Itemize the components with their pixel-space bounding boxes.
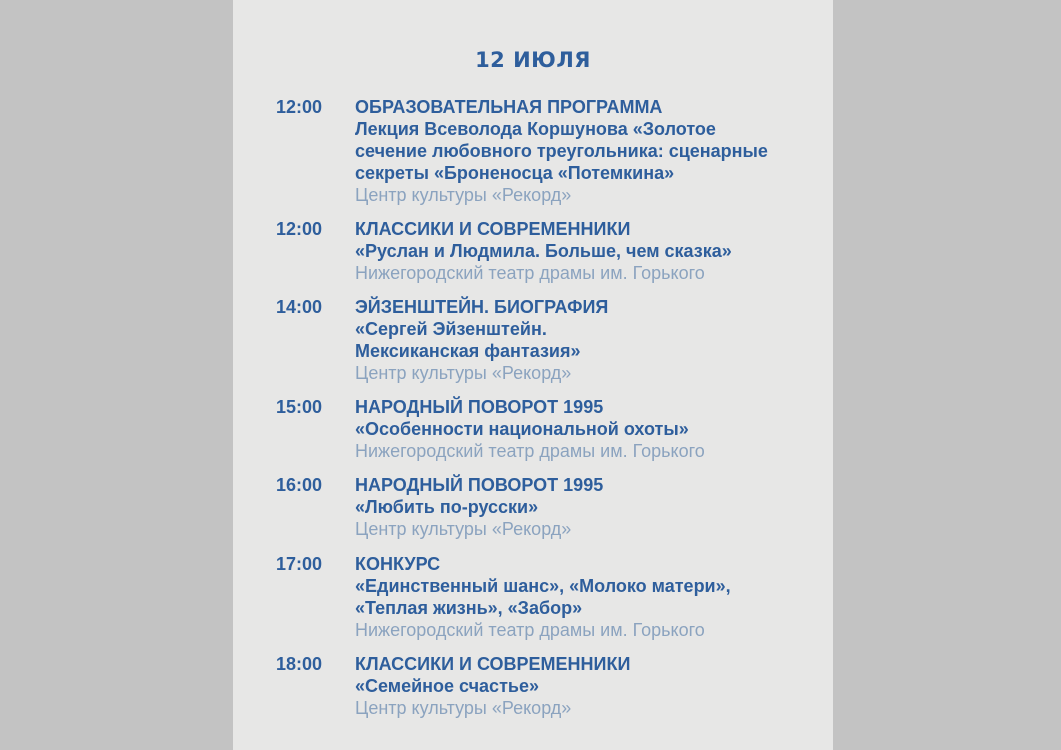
event-time: 16:00	[276, 475, 323, 495]
event-time: 18:00	[276, 654, 323, 674]
event-title-line: секреты «Броненосца «Потемкина»	[355, 163, 675, 183]
event-category: ЭЙЗЕНШТЕЙН. БИОГРАФИЯ	[355, 297, 609, 317]
event-time: 17:00	[276, 554, 323, 574]
event-title-line: сечение любовного треугольника: сценарные	[355, 141, 768, 161]
event-venue: Центр культуры «Рекорд»	[355, 363, 572, 383]
event-venue: Нижегородский театр драмы им. Горького	[355, 620, 705, 640]
event-category: НАРОДНЫЙ ПОВОРОТ 1995	[355, 397, 604, 417]
event-title-line: «Теплая жизнь», «Забор»	[355, 598, 583, 618]
event-time: 14:00	[276, 297, 323, 317]
event-title-line: Мексиканская фантазия»	[355, 341, 581, 361]
event-title-line: «Сергей Эйзенштейн.	[355, 319, 547, 339]
event-venue: Центр культуры «Рекорд»	[355, 698, 572, 718]
event-time: 15:00	[276, 397, 323, 417]
event-venue: Нижегородский театр драмы им. Горького	[355, 441, 705, 461]
event-title-line: «Любить по-русски»	[355, 497, 539, 517]
event-venue: Центр культуры «Рекорд»	[355, 185, 572, 205]
event-venue: Центр культуры «Рекорд»	[355, 519, 572, 539]
event-title-line: «Руслан и Людмила. Больше, чем сказка»	[355, 241, 732, 261]
event-category: КЛАССИКИ И СОВРЕМЕННИКИ	[355, 654, 631, 674]
event-title-line: «Единственный шанс», «Молоко матери»,	[355, 576, 731, 596]
event-category: КОНКУРС	[355, 554, 441, 574]
event-venue: Нижегородский театр драмы им. Горького	[355, 263, 705, 283]
event-title-line: «Особенности национальной охоты»	[355, 419, 689, 439]
schedule-sheet	[233, 0, 833, 750]
event-time: 12:00	[276, 97, 323, 117]
event-category: ОБРАЗОВАТЕЛЬНАЯ ПРОГРАММА	[355, 97, 663, 117]
date-heading: 12 ИЮЛЯ	[475, 48, 591, 72]
event-category: НАРОДНЫЙ ПОВОРОТ 1995	[355, 475, 604, 495]
event-category: КЛАССИКИ И СОВРЕМЕННИКИ	[355, 219, 631, 239]
event-title-line: Лекция Всеволода Коршунова «Золотое	[355, 119, 716, 139]
event-time: 12:00	[276, 219, 323, 239]
event-title-line: «Семейное счастье»	[355, 676, 539, 696]
